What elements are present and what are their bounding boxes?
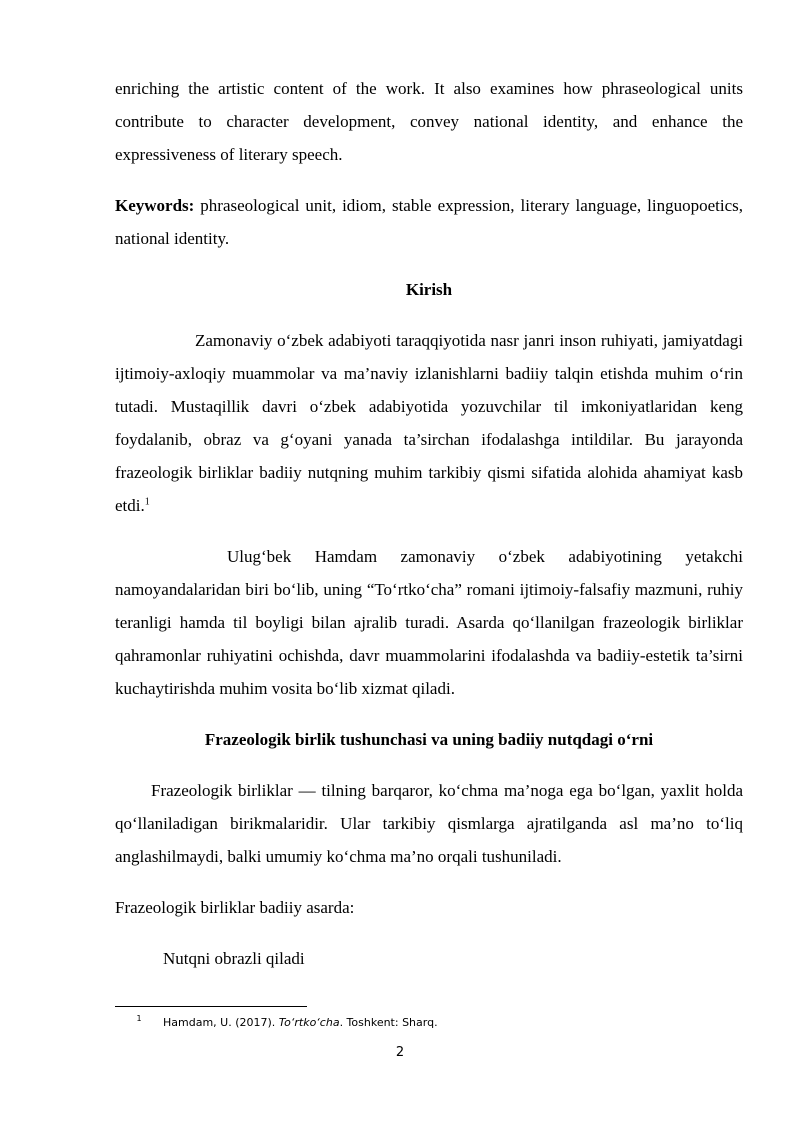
intro-paragraph-1 — [115, 324, 743, 522]
abstract-end-paragraph: enriching the artistic content of the work. It also examines how phraseological units contribute to character development, convey national identity, and enhance the expressiveness of literary speech. — [115, 79, 743, 164]
intro-paragraph-1-text: Zamonaviy o‘zbek adabiyoti taraqqiyotida nasr janri inson ruhiyati, jamiyatdagi ijtimoiy-axloqiy muammolar va ma’naviy izlanishlarni badiiy talqin etishda muhim o‘rin tutadi. Mustaqillik davri o‘zbek adabiyotida yozuvchilar til imkoniyatlaridan keng foydalanib, obraz va g‘oyani yanada ta’sirchan ifodalashga intildilar. Bu jarayonda frazeologik birliklar badiiy nutqning muhim tarkibiy qismi sifatida alohida ahamiyat kasb etdi. — [115, 331, 743, 515]
section-heading-kirish: Kirish — [405, 280, 453, 299]
keywords-text: phraseological unit, idiom, stable expression, literary language, linguopoetics, national identity. — [115, 196, 743, 248]
footnote: 1 Hamdam, U. (2017). To‘rtko‘cha. Toshkent: Sharq. — [136, 1014, 438, 1029]
keywords-label: Keywords: — [115, 196, 195, 215]
page-number: 2 — [395, 1045, 405, 1060]
section-heading-frazeologik: Frazeologik birlik tushunchasi va uning badiiy nutqdagi o‘rni — [204, 730, 654, 749]
list-item: Nutqni obrazli qiladi — [163, 949, 305, 968]
intro-paragraph-2: Ulug‘bek Hamdam zamonaviy o‘zbek adabiyotining yetakchi namoyandalaridan biri bo‘lib, uning “To‘rtko‘cha” romani ijtimoiy-falsafiy mazmuni, ruhiy teranligi hamda til boyligi bilan ajralib turadi. Asarda qo‘llanilgan frazeologik birliklar qahramonlar ruhiyatini ochishda, davr muammolarini ifodalashda va badiiy-estetik ta’sirni kuchaytirishda muhim vosita bo‘lib xizmat qiladi. — [115, 547, 743, 698]
footnote-separator — [115, 1006, 307, 1007]
footnote-publisher: . Toshkent: Sharq. — [339, 1016, 438, 1029]
keywords-paragraph — [115, 189, 743, 255]
list-intro-paragraph: Frazeologik birliklar badiiy asarda: — [115, 898, 355, 917]
definition-paragraph: Frazeologik birliklar — tilning barqaror, ko‘chma ma’noga ega bo‘lgan, yaxlit holda qo‘llaniladigan birikmalaridir. Ular tarkibiy qismlarga ajratilganda asl ma’no to‘liq anglashilmaydi, balki umumiy ko‘chma ma’no orqali tushuniladi. — [115, 781, 743, 866]
footnote-title: To‘rtko‘cha — [278, 1016, 340, 1029]
footnote-reference[interactable]: 1 — [144, 496, 150, 508]
footnote-author: Hamdam, U. (2017). — [163, 1016, 279, 1029]
